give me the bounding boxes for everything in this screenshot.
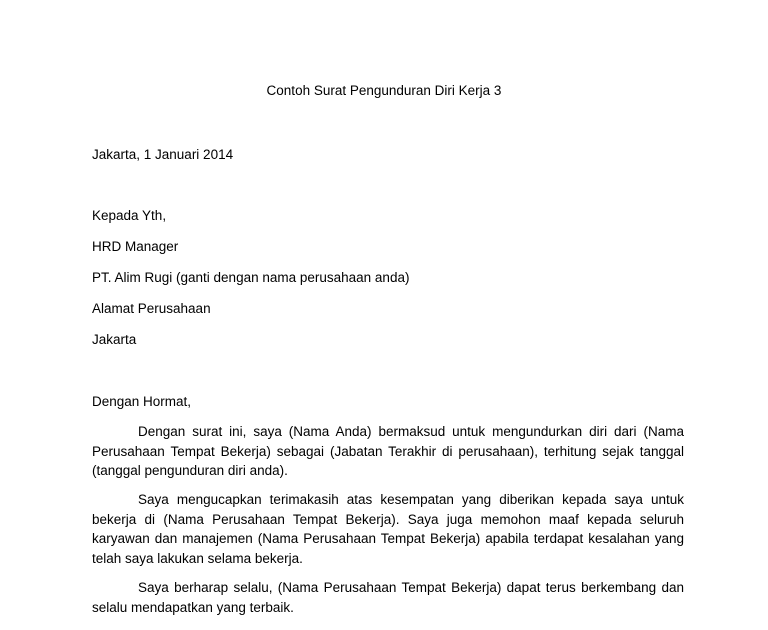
body-paragraph-2: Saya mengucapkan terimakasih atas kesempatan yang diberikan kepada saya untuk bekerja di (Nama Perusahaan Tempat Bekerja). Saya juga memohon maaf kepada seluruh karyawan dan manajemen (Nama Perusahaan Tempat Bekerja) apabila terdapat kesalahan yang telah saya lakukan selama bekerja. <box>92 492 684 566</box>
greeting: Dengan Hormat, <box>92 394 192 409</box>
recipient-salutation: Kepada Yth, <box>92 208 167 223</box>
recipient-address: Alamat Perusahaan <box>92 301 211 316</box>
body-paragraph-1: Dengan surat ini, saya (Nama Anda) bermaksud untuk mengundurkan diri dari (Nama Perusahaan Tempat Bekerja) sebagai (Jabatan Terakhir di perusahaan), terhitung sejak tanggal (tanggal pengunduran diri anda). <box>92 424 684 478</box>
body-paragraph-3: Saya berharap selalu, (Nama Perusahaan Tempat Bekerja) dapat terus berkembang dan selalu mendapatkan yang terbaik. <box>92 580 684 615</box>
recipient-position: HRD Manager <box>92 239 179 254</box>
recipient-city: Jakarta <box>92 332 137 347</box>
recipient-company: PT. Alim Rugi (ganti dengan nama perusahaan anda) <box>92 270 410 285</box>
place-date: Jakarta, 1 Januari 2014 <box>92 147 234 162</box>
document-title: Contoh Surat Pengunduran Diri Kerja 3 <box>266 83 502 98</box>
